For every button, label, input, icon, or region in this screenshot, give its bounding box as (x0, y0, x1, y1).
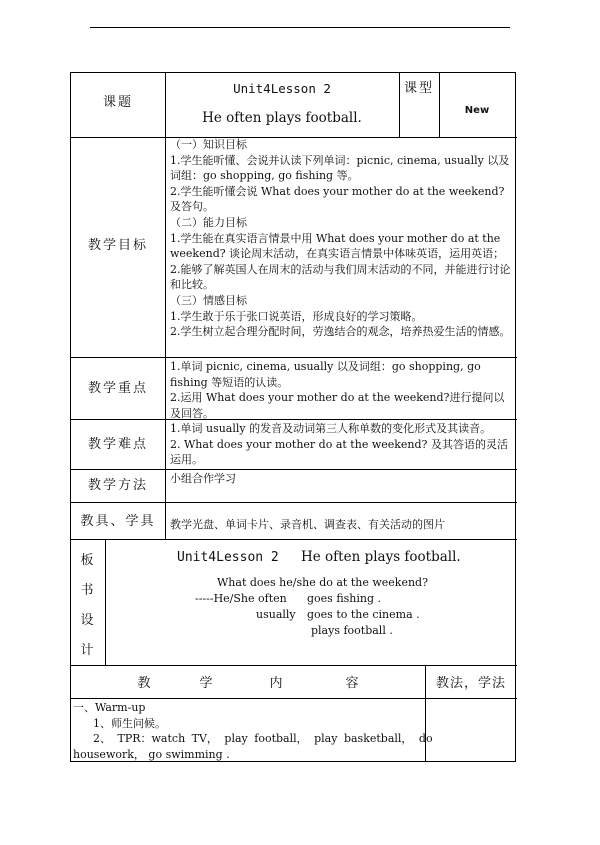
objective-line: 2.学生能听懂会说 What does your mother do at the weekend?及答句。 (170, 184, 505, 214)
content-header-char: 学 (199, 676, 215, 691)
col-divider (165, 73, 166, 539)
procedure-line: 1、师生问候。 (93, 716, 166, 730)
board-answer-prefix: -----He/She often (195, 592, 287, 605)
method-column-label: 教法，学法 (435, 676, 506, 691)
board-question: What does he/she do at the weekend? (217, 576, 428, 589)
objectives-label: 教学目标 (87, 238, 148, 253)
row-divider (71, 698, 517, 699)
procedure-line: 2、 TPR：watch TV， play football， play basketball， do (93, 732, 433, 746)
difficulties-text (170, 421, 512, 468)
objective-line: （三）情感目标 (170, 293, 247, 307)
board-unit: Unit4Lesson 2 (177, 550, 279, 565)
board-label-char: 设 (80, 613, 96, 628)
board-answer-2: goes to the cinema . (307, 608, 420, 621)
objective-line: （一）知识目标 (170, 138, 247, 151)
lesson-plan-table (70, 72, 516, 762)
key-points-label: 教学重点 (87, 381, 148, 396)
difficulty-line: 1.单词 usually 的发音及动词第三人称单数的变化形式及其读音。 (170, 422, 492, 435)
row-divider (71, 502, 517, 503)
lesson-title: He often plays football. (202, 110, 362, 126)
row-divider (71, 469, 517, 470)
difficulties-label: 教学难点 (87, 437, 148, 452)
tools-value: 教学光盘、单词卡片、录音机、调查表、有关活动的图片 (170, 518, 445, 531)
objective-line: 2.学生树立起合理分配时间，劳逸结合的观念，培养热爱生活的情感。 (170, 325, 511, 339)
row-divider (71, 539, 517, 540)
header-rule (90, 27, 510, 28)
difficulty-line: 2. What does your mother do at the weekend? 及其答语的灵活运用。 (170, 437, 508, 467)
objective-line: 2.能够了解英国人在周末的活动与我们周末活动的不同，并能进行讨论和比较。 (170, 262, 511, 292)
objective-line: 1.学生能在真实语言情景中用 What does your mother do at the weekend? 谈论周末活动，在真实语言情景中体味英语，运用英语； (170, 231, 505, 261)
key-points-text (170, 359, 512, 421)
key-point-line: 1.单词 picnic, cinema, usually 以及词组：go shopping, go fishing 等短语的认读。 (170, 360, 481, 389)
procedure-line: 一、Warm-up (73, 701, 146, 714)
objective-line: 1.学生敢于乐于张口说英语，形成良好的学习策略。 (170, 309, 423, 323)
content-header-char: 教 (137, 676, 153, 691)
method-label: 教学方法 (87, 478, 148, 493)
board-adverb: usually (256, 608, 296, 621)
tools-label: 教具、学具 (80, 514, 156, 529)
method-value: 小组合作学习 (170, 472, 236, 485)
board-answer-1: goes fishing . (307, 592, 382, 605)
board-title: He often plays football. (301, 549, 461, 565)
procedure-line: housework， go swimming . (73, 747, 230, 761)
objective-line: （二）能力目标 (170, 215, 247, 229)
unit-label: Unit4Lesson 2 (233, 81, 331, 96)
topic-label: 课题 (102, 95, 133, 110)
row-divider (71, 665, 517, 666)
content-header-char: 内 (269, 676, 285, 691)
key-point-line: 2.运用 What does your mother do at the weekend?进行提问以及回答。 (170, 391, 505, 420)
row-divider (71, 357, 517, 358)
board-label-char: 书 (80, 583, 96, 598)
board-label-char: 板 (80, 553, 96, 568)
procedure-text (73, 700, 433, 762)
type-label: 课型 (403, 81, 434, 96)
objective-line: 1.学生能听懂、会说并认读下列单词：picnic, cinema, usually 以及词组：go shopping, go fishing 等。 (170, 153, 510, 183)
col-divider (105, 539, 106, 665)
board-label-char: 计 (80, 643, 96, 658)
objectives-text (170, 137, 512, 340)
board-answer-3: plays football . (311, 624, 393, 637)
type-value: New (464, 105, 490, 116)
content-header-char: 容 (345, 676, 361, 691)
